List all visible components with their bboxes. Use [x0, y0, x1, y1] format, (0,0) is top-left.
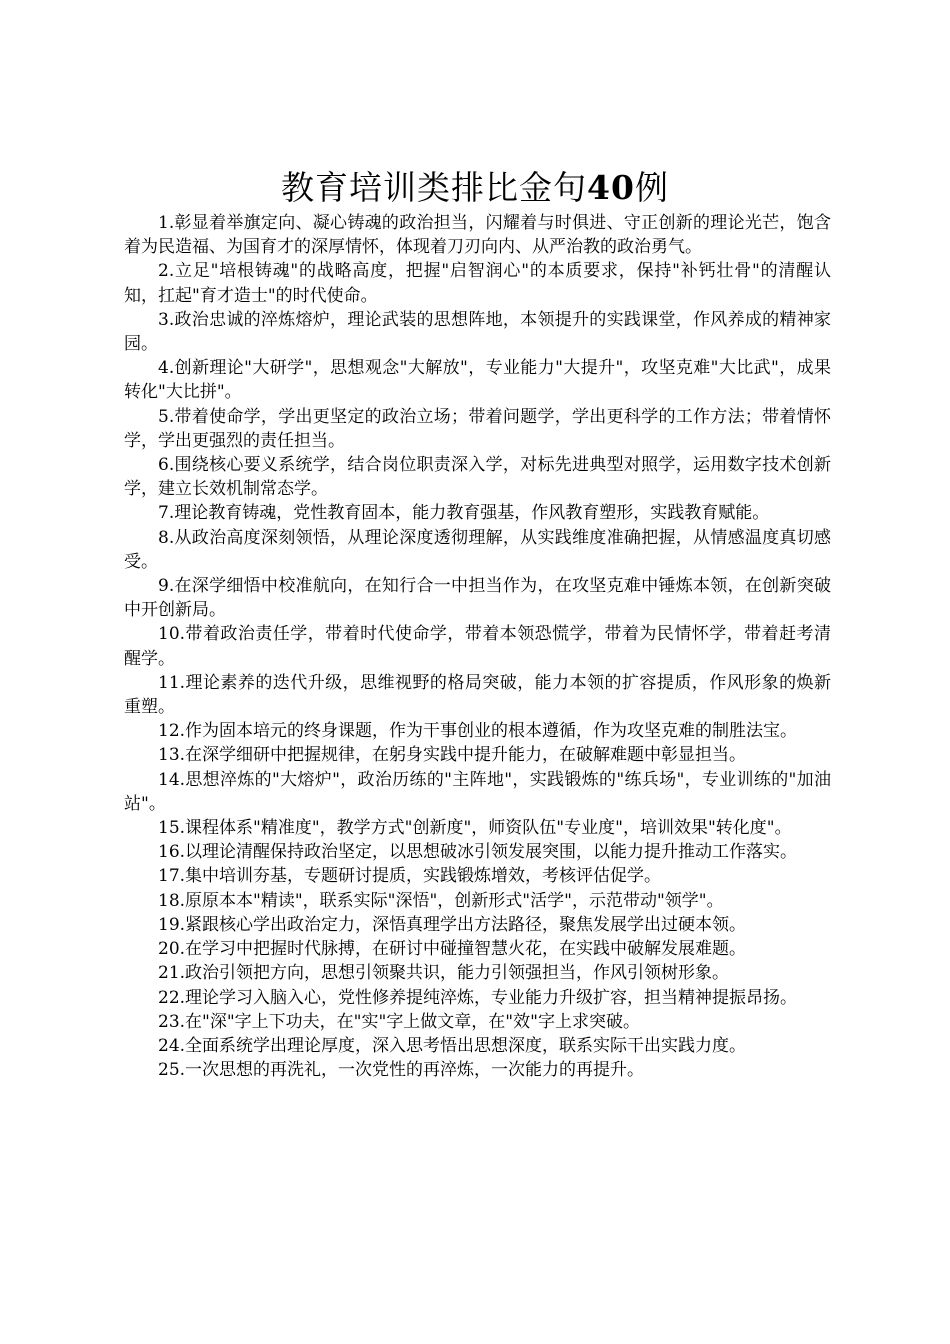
- title-number: 40: [587, 168, 635, 207]
- paragraph: 20.在学习中把握时代脉搏，在研讨中碰撞智慧火花，在实践中破解发展难题。: [158, 939, 747, 960]
- paragraph: 13.在深学细研中把握规律，在躬身实践中提升能力，在破解难题中彰显担当。: [158, 745, 747, 766]
- paragraph: 9.在深学细悟中校准航向，在知行合一中担当作为，在攻坚克难中锤炼本领，在创新突破中开创新局。: [124, 576, 831, 621]
- document-body: [124, 211, 831, 1082]
- paragraph: 1.彰显着举旗定向、凝心铸魂的政治担当，闪耀着与时俱进、守正创新的理论光芒，饱含着为民造福、为国育才的深厚情怀，体现着刀刃向内、从严治教的政治勇气。: [124, 213, 831, 258]
- paragraph: 23.在"深"字上下功夫，在"实"字上做文章，在"效"字上求突破。: [158, 1011, 640, 1032]
- paragraph: 5.带着使命学，学出更坚定的政治立场；带着问题学，学出更科学的工作方法；带着情怀学，学出更强烈的责任担当。: [124, 406, 831, 451]
- title-text: 教育培训类排比金句: [281, 168, 588, 207]
- paragraph: 15.课程体系"精准度"，教学方式"创新度"，师资队伍"专业度"，培训效果"转化度"。: [158, 818, 792, 839]
- paragraph: 22.理论学习入脑入心，党性修养提纯淬炼，专业能力升级扩容，担当精神提振昂扬。: [158, 987, 798, 1008]
- page-title: [0, 166, 950, 210]
- paragraph: 21.政治引领把方向，思想引领聚共识，能力引领强担当，作风引领树形象。: [158, 963, 730, 984]
- paragraph: 25.一次思想的再洗礼，一次党性的再淬炼，一次能力的再提升。: [158, 1060, 645, 1081]
- paragraph: 4.创新理论"大研学"，思想观念"大解放"，专业能力"大提升"，攻坚克难"大比武"，成果转化"大比拼"。: [124, 358, 831, 403]
- title-suffix: 例: [634, 168, 669, 207]
- paragraph: 8.从政治高度深刻领悟，从理论深度透彻理解，从实践维度准确把握，从情感温度真切感受。: [124, 527, 831, 572]
- paragraph: 7.理论教育铸魂，党性教育固本，能力教育强基，作风教育塑形，实践教育赋能。: [158, 503, 770, 524]
- paragraph: 2.立足"培根铸魂"的战略高度，把握"启智润心"的本质要求，保持"补钙壮骨"的清醒认知，扛起"育才造士"的时代使命。: [124, 261, 831, 306]
- paragraph: 17.集中培训夯基，专题研讨提质，实践锻炼增效，考核评估促学。: [158, 866, 662, 887]
- paragraph: 12.作为固本培元的终身课题，作为干事创业的根本遵循，作为攻坚克难的制胜法宝。: [158, 721, 798, 742]
- paragraph: 19.紧跟核心学出政治定力，深悟真理学出方法路径，聚焦发展学出过硬本领。: [158, 914, 747, 935]
- paragraph: 18.原原本本"精读"，联系实际"深悟"，创新形式"活学"，示范带动"领学"。: [158, 890, 724, 911]
- paragraph: 16.以理论清醒保持政治坚定，以思想破冰引领发展突围，以能力提升推动工作落实。: [158, 842, 798, 863]
- paragraph: 6.围绕核心要义系统学，结合岗位职责深入学，对标先进典型对照学，运用数字技术创新学，建立长效机制常态学。: [124, 455, 831, 500]
- paragraph: 3.政治忠诚的淬炼熔炉，理论武装的思想阵地，本领提升的实践课堂，作风养成的精神家园。: [124, 309, 831, 355]
- paragraph: 10.带着政治责任学，带着时代使命学，带着本领恐慌学，带着为民情怀学，带着赶考清醒学。: [124, 624, 831, 669]
- paragraph: 24.全面系统学出理论厚度，深入思考悟出思想深度，联系实际干出实践力度。: [158, 1035, 747, 1056]
- paragraph: 14.思想淬炼的"大熔炉"，政治历练的"主阵地"，实践锻炼的"练兵场"，专业训练的"加油站"。: [124, 769, 831, 814]
- paragraph: 11.理论素养的迭代升级，思维视野的格局突破，能力本领的扩容提质，作风形象的焕新重塑。: [124, 672, 831, 718]
